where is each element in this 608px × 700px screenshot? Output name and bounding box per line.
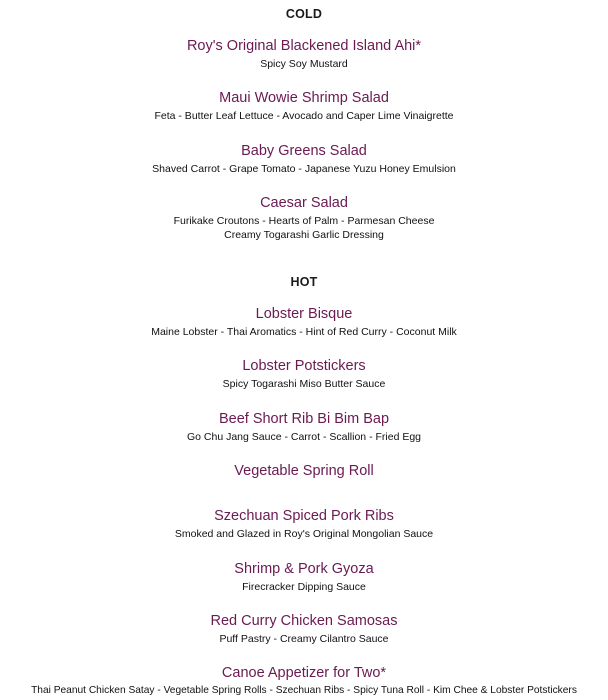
item-name: Szechuan Spiced Pork Ribs <box>214 508 394 524</box>
item-description: Spicy Soy Mustard <box>260 58 348 70</box>
item-description: Puff Pastry - Creamy Cilantro Sauce <box>219 633 389 645</box>
menu-item-vegetable-spring-roll <box>0 462 608 480</box>
menu-item-lobster-potstickers <box>0 357 608 391</box>
item-name: Red Curry Chicken Samosas <box>210 613 398 629</box>
menu-item-maui-wowie-shrimp-salad <box>0 89 608 123</box>
section-heading-hot: HOT <box>290 275 318 289</box>
item-name: Maui Wowie Shrimp Salad <box>219 90 389 106</box>
menu-item-canoe-appetizer-for-two <box>0 664 608 698</box>
menu-item-lobster-bisque <box>0 305 608 339</box>
item-description: Furikake Croutons - Hearts of Palm - Parmesan Cheese <box>173 215 435 227</box>
menu-item-red-curry-chicken-samosas <box>0 612 608 646</box>
item-name: Baby Greens Salad <box>241 143 367 159</box>
item-name: Vegetable Spring Roll <box>234 463 374 479</box>
item-description: Firecracker Dipping Sauce <box>242 581 366 593</box>
section-heading-cold: COLD <box>285 7 323 21</box>
item-description: Thai Peanut Chicken Satay - Vegetable Spring Rolls - Szechuan Ribs - Spicy Tuna Roll - Kim Chee & Lobster Potstickers <box>31 685 577 696</box>
item-description: Spicy Togarashi Miso Butter Sauce <box>222 378 386 390</box>
menu-item-beef-short-rib-bi-bim-bap <box>0 410 608 444</box>
item-name: Roy's Original Blackened Island Ahi* <box>186 38 422 54</box>
item-description: Feta - Butter Leaf Lettuce - Avocado and Caper Lime Vinaigrette <box>154 110 454 122</box>
item-description: Shaved Carrot - Grape Tomato - Japanese Yuzu Honey Emulsion <box>152 163 456 175</box>
item-name: Beef Short Rib Bi Bim Bap <box>218 411 390 427</box>
item-name: Lobster Bisque <box>255 306 353 322</box>
item-description: Creamy Togarashi Garlic Dressing <box>224 229 384 241</box>
menu-item-caesar-salad <box>0 194 608 242</box>
menu-item-baby-greens-salad <box>0 142 608 176</box>
menu-item-szechuan-spiced-pork-ribs <box>0 507 608 541</box>
item-name: Lobster Potstickers <box>242 358 366 374</box>
item-name: Canoe Appetizer for Two* <box>221 665 387 681</box>
menu-item-blackened-ahi <box>0 37 608 71</box>
item-description: Maine Lobster - Thai Aromatics - Hint of Red Curry - Coconut Milk <box>151 326 457 338</box>
item-name: Shrimp & Pork Gyoza <box>234 561 374 577</box>
menu-item-shrimp-pork-gyoza <box>0 560 608 594</box>
item-description: Smoked and Glazed in Roy's Original Mongolian Sauce <box>174 528 434 540</box>
item-description: Go Chu Jang Sauce - Carrot - Scallion - Fried Egg <box>186 431 422 443</box>
item-name: Caesar Salad <box>260 195 348 211</box>
